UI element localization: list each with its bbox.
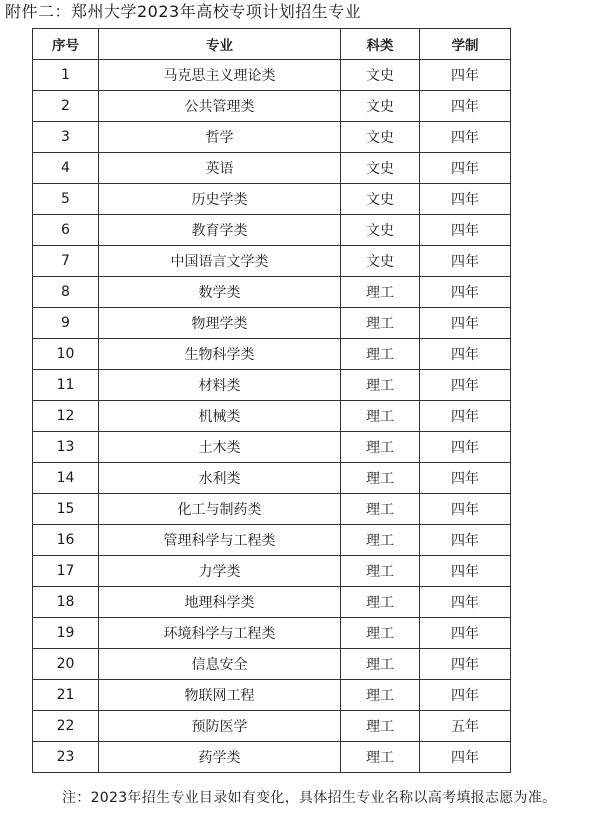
cell-category: 文史 <box>341 122 420 153</box>
cell-category: 理工 <box>341 401 420 432</box>
cell-category: 理工 <box>341 711 420 742</box>
cell-category: 文史 <box>341 215 420 246</box>
cell-index: 13 <box>33 432 99 463</box>
cell-category: 理工 <box>341 494 420 525</box>
cell-major: 力学类 <box>99 556 341 587</box>
table-row <box>33 184 511 215</box>
cell-category: 理工 <box>341 463 420 494</box>
cell-duration: 四年 <box>420 463 511 494</box>
cell-index: 8 <box>33 277 99 308</box>
cell-duration: 四年 <box>420 618 511 649</box>
cell-major: 化工与制药类 <box>99 494 341 525</box>
header-index: 序号 <box>33 29 99 60</box>
cell-index: 20 <box>33 649 99 680</box>
header-duration: 学制 <box>420 29 511 60</box>
header-major: 专业 <box>99 29 341 60</box>
table-row <box>33 246 511 277</box>
table-row <box>33 494 511 525</box>
cell-duration: 四年 <box>420 370 511 401</box>
cell-category: 文史 <box>341 153 420 184</box>
cell-category: 理工 <box>341 587 420 618</box>
cell-category: 理工 <box>341 556 420 587</box>
cell-index: 4 <box>33 153 99 184</box>
cell-category: 理工 <box>341 649 420 680</box>
cell-duration: 四年 <box>420 587 511 618</box>
cell-category: 理工 <box>341 618 420 649</box>
table-row <box>33 742 511 773</box>
cell-category: 理工 <box>341 308 420 339</box>
cell-index: 19 <box>33 618 99 649</box>
majors-table <box>32 28 511 773</box>
cell-index: 9 <box>33 308 99 339</box>
table-body <box>33 60 511 773</box>
cell-major: 药学类 <box>99 742 341 773</box>
cell-duration: 四年 <box>420 742 511 773</box>
cell-duration: 四年 <box>420 432 511 463</box>
cell-major: 物联网工程 <box>99 680 341 711</box>
table-row <box>33 339 511 370</box>
cell-major: 材料类 <box>99 370 341 401</box>
cell-duration: 四年 <box>420 60 511 91</box>
cell-duration: 四年 <box>420 339 511 370</box>
cell-category: 理工 <box>341 742 420 773</box>
cell-major: 管理科学与工程类 <box>99 525 341 556</box>
cell-category: 理工 <box>341 525 420 556</box>
cell-index: 23 <box>33 742 99 773</box>
cell-duration: 四年 <box>420 401 511 432</box>
table-row <box>33 432 511 463</box>
cell-index: 12 <box>33 401 99 432</box>
cell-index: 6 <box>33 215 99 246</box>
table-row <box>33 122 511 153</box>
table-row <box>33 277 511 308</box>
table-row <box>33 308 511 339</box>
cell-index: 5 <box>33 184 99 215</box>
table-row <box>33 401 511 432</box>
table-row <box>33 60 511 91</box>
cell-duration: 四年 <box>420 184 511 215</box>
cell-major: 教育学类 <box>99 215 341 246</box>
cell-duration: 四年 <box>420 122 511 153</box>
cell-index: 17 <box>33 556 99 587</box>
table-row <box>33 215 511 246</box>
cell-major: 信息安全 <box>99 649 341 680</box>
cell-major: 英语 <box>99 153 341 184</box>
cell-duration: 四年 <box>420 525 511 556</box>
cell-index: 1 <box>33 60 99 91</box>
cell-category: 理工 <box>341 277 420 308</box>
cell-duration: 四年 <box>420 91 511 122</box>
cell-major: 生物科学类 <box>99 339 341 370</box>
document-title: 附件二：郑州大学2023年高校专项计划招生专业 <box>5 2 362 21</box>
cell-duration: 四年 <box>420 556 511 587</box>
table-row <box>33 680 511 711</box>
cell-category: 文史 <box>341 91 420 122</box>
table-row <box>33 587 511 618</box>
cell-category: 文史 <box>341 246 420 277</box>
cell-duration: 五年 <box>420 711 511 742</box>
table-row <box>33 463 511 494</box>
cell-category: 理工 <box>341 432 420 463</box>
cell-index: 2 <box>33 91 99 122</box>
footnote: 注：2023年招生专业目录如有变化，具体招生专业名称以高考填报志愿为准。 <box>62 790 557 806</box>
cell-duration: 四年 <box>420 649 511 680</box>
cell-major: 土木类 <box>99 432 341 463</box>
cell-major: 中国语言文学类 <box>99 246 341 277</box>
cell-index: 21 <box>33 680 99 711</box>
cell-index: 22 <box>33 711 99 742</box>
table-row <box>33 525 511 556</box>
cell-major: 公共管理类 <box>99 91 341 122</box>
cell-category: 理工 <box>341 339 420 370</box>
table-row <box>33 370 511 401</box>
cell-category: 文史 <box>341 184 420 215</box>
cell-major: 地理科学类 <box>99 587 341 618</box>
cell-duration: 四年 <box>420 153 511 184</box>
table-row <box>33 153 511 184</box>
cell-major: 马克思主义理论类 <box>99 60 341 91</box>
table-row <box>33 91 511 122</box>
cell-major: 历史学类 <box>99 184 341 215</box>
cell-index: 18 <box>33 587 99 618</box>
cell-category: 文史 <box>341 60 420 91</box>
cell-index: 15 <box>33 494 99 525</box>
cell-category: 理工 <box>341 680 420 711</box>
cell-duration: 四年 <box>420 680 511 711</box>
table-header-row <box>33 29 511 60</box>
cell-major: 哲学 <box>99 122 341 153</box>
table-row <box>33 711 511 742</box>
cell-index: 7 <box>33 246 99 277</box>
cell-major: 预防医学 <box>99 711 341 742</box>
cell-index: 14 <box>33 463 99 494</box>
cell-category: 理工 <box>341 370 420 401</box>
cell-index: 3 <box>33 122 99 153</box>
cell-duration: 四年 <box>420 215 511 246</box>
header-category: 科类 <box>341 29 420 60</box>
cell-major: 数学类 <box>99 277 341 308</box>
cell-major: 环境科学与工程类 <box>99 618 341 649</box>
table-row <box>33 618 511 649</box>
cell-duration: 四年 <box>420 308 511 339</box>
cell-duration: 四年 <box>420 277 511 308</box>
cell-duration: 四年 <box>420 494 511 525</box>
table-row <box>33 649 511 680</box>
table-row <box>33 556 511 587</box>
cell-major: 水利类 <box>99 463 341 494</box>
cell-major: 物理学类 <box>99 308 341 339</box>
cell-index: 16 <box>33 525 99 556</box>
cell-index: 10 <box>33 339 99 370</box>
cell-index: 11 <box>33 370 99 401</box>
cell-major: 机械类 <box>99 401 341 432</box>
cell-duration: 四年 <box>420 246 511 277</box>
